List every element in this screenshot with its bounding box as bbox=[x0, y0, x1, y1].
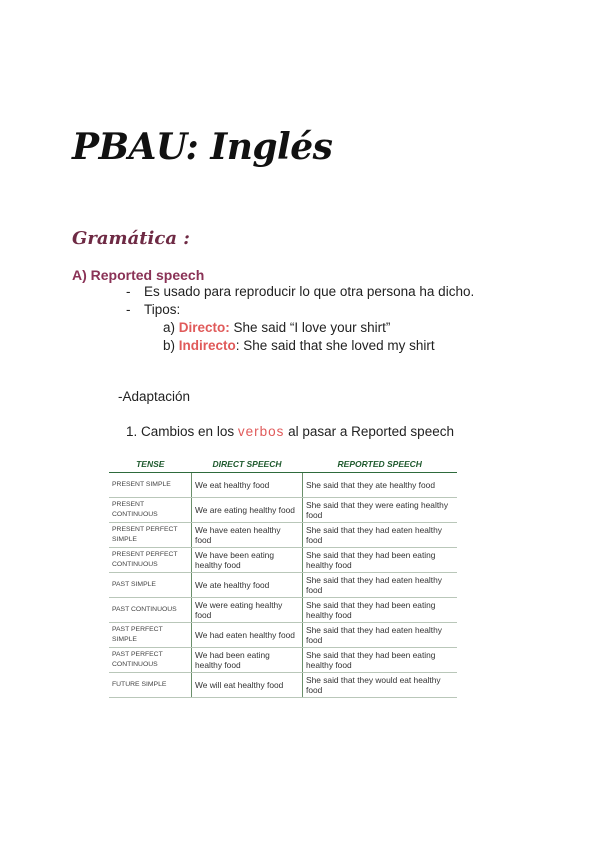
direct-cell: We were eating healthy food bbox=[192, 598, 303, 623]
adaptation-label: -Adaptación bbox=[118, 389, 191, 404]
direct-cell: We are eating healthy food bbox=[192, 498, 303, 523]
item-text-after: al pasar a Reported speech bbox=[284, 424, 454, 439]
bullet-text: Es usado para reproducir lo que otra persona ha dicho. bbox=[144, 284, 475, 299]
reported-cell: She said that they would eat healthy food bbox=[303, 673, 458, 698]
type-item-indirect bbox=[163, 338, 435, 353]
reported-cell: She said that they were eating healthy food bbox=[303, 498, 458, 523]
table-header-row bbox=[109, 456, 457, 473]
type-label: Directo: bbox=[178, 320, 230, 335]
bullet-dash: - bbox=[126, 284, 131, 299]
numbered-item bbox=[126, 424, 454, 439]
table-body bbox=[109, 473, 457, 698]
table-row bbox=[109, 673, 457, 698]
table-row bbox=[109, 573, 457, 598]
tense-cell: PAST SIMPLE bbox=[109, 573, 192, 598]
reported-speech-table bbox=[109, 456, 457, 698]
table-row bbox=[109, 623, 457, 648]
direct-cell: We had been eating healthy food bbox=[192, 648, 303, 673]
section-subtitle: Gramática : bbox=[72, 228, 190, 249]
section-heading: A) Reported speech bbox=[72, 267, 205, 283]
direct-cell: We have eaten healthy food bbox=[192, 523, 303, 548]
direct-cell: We ate healthy food bbox=[192, 573, 303, 598]
list-marker: a) bbox=[163, 320, 176, 335]
header-tense: TENSE bbox=[109, 456, 192, 473]
direct-cell: We eat healthy food bbox=[192, 473, 303, 498]
reported-cell: She said that they had eaten healthy food bbox=[303, 573, 458, 598]
reported-cell: She said that they had been eating healthy food bbox=[303, 648, 458, 673]
page-title: PBAU: Inglés bbox=[72, 126, 333, 168]
tense-cell: PRESENT SIMPLE bbox=[109, 473, 192, 498]
bullet-dash: - bbox=[126, 302, 131, 317]
direct-cell: We have been eating healthy food bbox=[192, 548, 303, 573]
list-marker: b) bbox=[163, 338, 176, 353]
table-row bbox=[109, 523, 457, 548]
tense-cell: PAST CONTINUOUS bbox=[109, 598, 192, 623]
table-row bbox=[109, 648, 457, 673]
direct-cell: We had eaten healthy food bbox=[192, 623, 303, 648]
reported-cell: She said that they had been eating healthy food bbox=[303, 598, 458, 623]
list-marker: 1. bbox=[126, 424, 138, 439]
reported-cell: She said that they had eaten healthy food bbox=[303, 623, 458, 648]
bullet-text: Tipos: bbox=[144, 302, 181, 317]
item-text-before: Cambios en los bbox=[141, 424, 238, 439]
header-direct: DIRECT SPEECH bbox=[192, 456, 303, 473]
table-row bbox=[109, 498, 457, 523]
reported-cell: She said that they had eaten healthy food bbox=[303, 523, 458, 548]
type-text: She said “I love your shirt” bbox=[229, 320, 391, 335]
reported-cell: She said that they ate healthy food bbox=[303, 473, 458, 498]
tense-cell: PRESENT PERFECT CONTINUOUS bbox=[109, 548, 192, 573]
table-row bbox=[109, 598, 457, 623]
reported-cell: She said that they had been eating healthy food bbox=[303, 548, 458, 573]
table-row bbox=[109, 548, 457, 573]
type-text: : She said that she loved my shirt bbox=[235, 338, 435, 353]
tense-cell: PRESENT CONTINUOUS bbox=[109, 498, 192, 523]
table-row bbox=[109, 473, 457, 498]
bullet-item bbox=[126, 302, 180, 317]
direct-cell: We will eat healthy food bbox=[192, 673, 303, 698]
tense-cell: FUTURE SIMPLE bbox=[109, 673, 192, 698]
bullet-item bbox=[126, 284, 474, 299]
type-item-direct bbox=[163, 320, 390, 335]
highlight-word: verbos bbox=[237, 424, 285, 439]
header-reported: REPORTED SPEECH bbox=[303, 456, 458, 473]
type-label: Indirecto bbox=[178, 338, 236, 353]
tense-cell: PRESENT PERFECT SIMPLE bbox=[109, 523, 192, 548]
tense-cell: PAST PERFECT CONTINUOUS bbox=[109, 648, 192, 673]
tense-cell: PAST PERFECT SIMPLE bbox=[109, 623, 192, 648]
